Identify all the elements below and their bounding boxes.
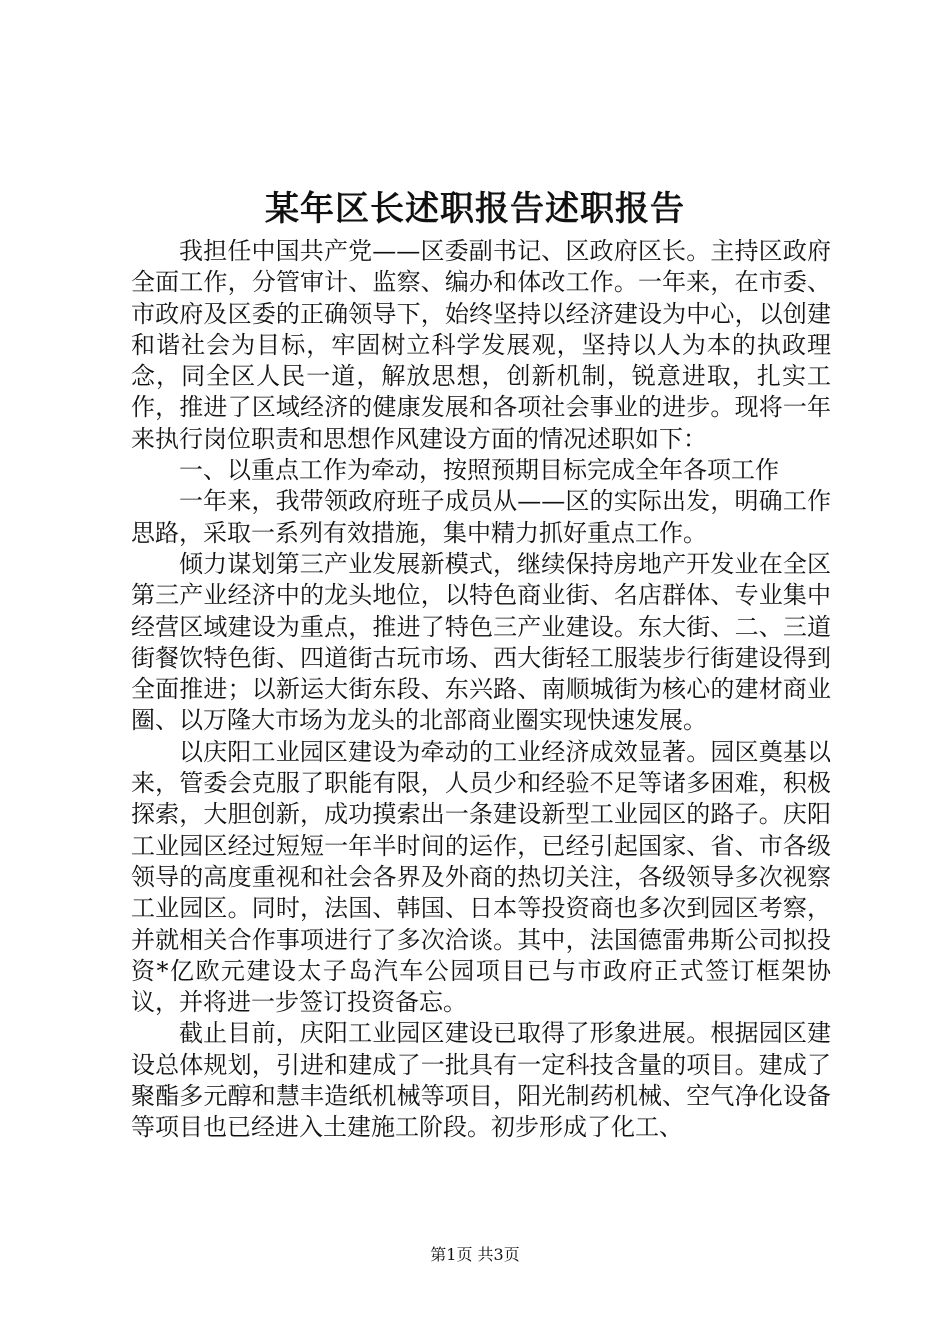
paragraph-park-progress: 截止目前，庆阳工业园区建设已取得了形象进展。根据园区建设总体规划，引进和建成了一批具有一定科技含量的项目。建成了聚酯多元醇和慧丰造纸机械等项目，阳光制药机械、空气净化设备等项目也已经进入土建施工阶段。初步形成了化工、 [131,1019,831,1142]
paragraph-industrial-park: 以庆阳工业园区建设为牵动的工业经济成效显著。园区奠基以来，管委会克服了职能有限，人员少和经验不足等诸多困难，积极探索，大胆创新，成功摸索出一条建设新型工业园区的路子。庆阳工业园区经过短短一年半时间的运作，已经引起国家、省、市各级领导的高度重视和社会各界及外商的热切关注，各级领导多次视察工业园区。同时，法国、韩国、日本等投资商也多次到园区考察，并就相关合作事项进行了多次洽谈。其中，法国德雷弗斯公司拟投资*亿欧元建设太子岛汽车公园项目已与市政府正式签订框架协议，并将进一步签订投资备忘。 [131,737,831,1017]
paragraph-tertiary-industry: 倾力谋划第三产业发展新模式，继续保持房地产开发业在全区第三产业经济中的龙头地位，以特色商业街、名店群体、专业集中经营区域建设为重点，推进了特色三产业建设。东大街、二、三道街餐饮特色街、四道街古玩市场、西大街轻工服装步行街建设得到全面推进；以新运大街东段、东兴路、南顺城街为核心的建材商业圈、以万隆大市场为龙头的北部商业圈实现快速发展。 [131,549,831,735]
page-number-footer: 第1页 共3页 [430,1245,520,1264]
paragraph-intro: 我担任中国共产党——区委副书记、区政府区长。主持区政府全面工作，分管审计、监察、编办和体改工作。一年来，在市委、市政府及区委的正确领导下，始终坚持以经济建设为中心，以创建和谐社会为目标，牢固树立科学发展观，坚持以人为本的执政理念，同全区人民一道，解放思想，创新机制，锐意进取，扎实工作，推进了区域经济的健康发展和各项社会事业的进步。现将一年来执行岗位职责和思想作风建设方面的情况述职如下： [131,237,831,453]
paragraph-overview: 一年来，我带领政府班子成员从——区的实际出发，明确工作思路，采取一系列有效措施，集中精力抓好重点工作。 [131,487,831,547]
document-body [131,236,831,1144]
document-title: 某年区长述职报告述职报告 [265,189,685,229]
section-heading: 一、以重点工作为牵动，按照预期目标完成全年各项工作 [179,456,779,485]
